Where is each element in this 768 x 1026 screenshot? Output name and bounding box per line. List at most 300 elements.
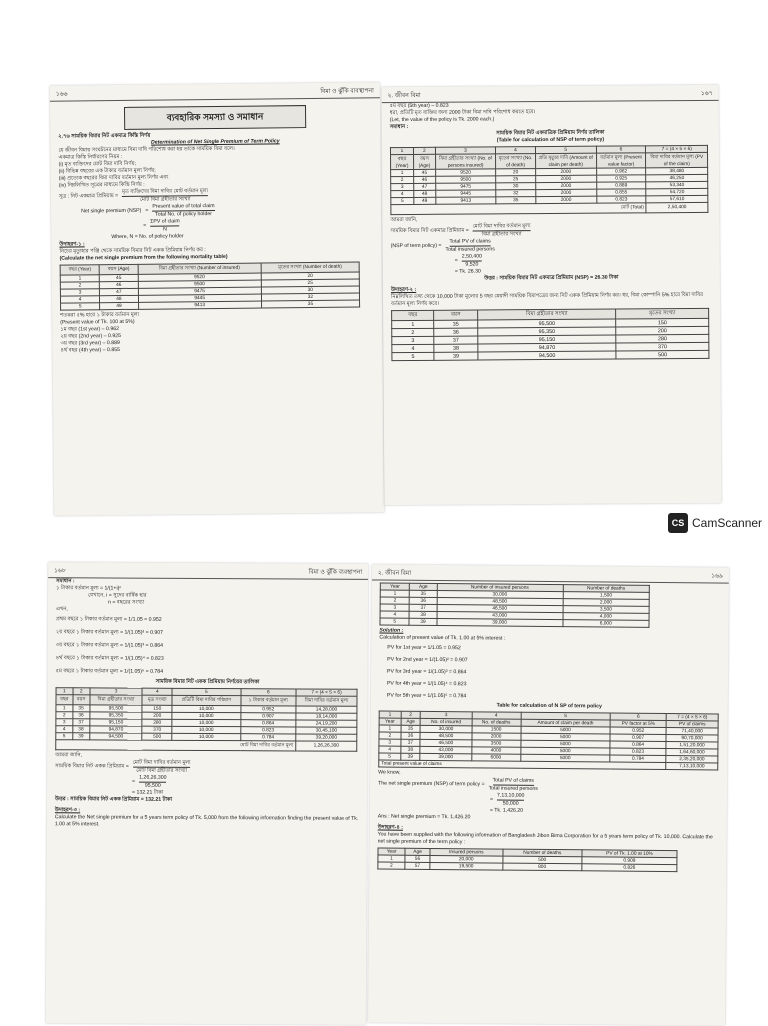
table-cell: 35 [496,197,536,204]
fraction [473,223,531,238]
table-cell: 4 [380,611,410,618]
table-cell: 0.909 [582,857,677,865]
table-cell: 57,610 [646,195,708,202]
pv-line: PV for 2nd year = 1/(1.05)² = 0.907 [387,656,468,664]
table-header: Insured persons [430,848,503,856]
table-cell: 1 [391,169,414,176]
table-cell: 2000 [535,175,596,182]
table-header: মৃতের সংখ্যা (No. of death) [496,154,536,169]
page-number: ১৬৯ [711,573,723,580]
step-item: (ii) বিভিন্ন বছরের এক টাকার বর্তমান মূল্য নির্ণয়; [58,167,156,175]
fraction [152,203,214,219]
section-box: ব্যবহারিক সমস্যা ও সমাধান [124,105,306,130]
table-cell: 36 [401,732,421,739]
table-header: মৃতের সংখ্যা [616,308,709,319]
formula-denominator: 9,520 [465,261,479,268]
table-cell: 5 [380,618,410,625]
total-value: 7,13,10,000 [666,763,718,770]
table-header: Year [378,848,405,855]
formula-numerator: মৃত ব্যক্তিদের বিমা দাবির মোট বর্তমান মূল্য [122,188,209,195]
table-cell: 0.962 [596,168,646,175]
table-cell: 9475 [436,183,496,190]
example-text: You have been supplied with the following information of Bangladesh Jibon Bima Corporation for a 5 years term policy of Tk. 10,000. Calculate the net single premium of the term policy : [377,831,713,846]
table-header: Number of deaths [563,585,650,593]
table-cell: 9413 [436,197,496,204]
table-cell: 150 [142,705,172,712]
table-cell: 30,000 [437,591,563,599]
table-cell: 56 [405,855,430,862]
note-line: ৩য় বছর (3rd year) – 0.889 [60,340,120,347]
fraction [445,238,494,253]
table-header: বছর [56,695,73,705]
formula-denominator: মোট বিমা গ্রহীতার সংখ্যা [139,196,191,203]
col-num: 3 [421,711,472,718]
nsp-table [390,145,708,215]
table-cell: 37 [72,719,89,726]
fraction [150,218,180,233]
table-title: সাময়িক বিমার নিট একক প্রিমিয়াম নির্ণয়ের তালিকা [155,678,260,686]
formula-numerator: Total PV of claims [492,777,534,784]
table-cell: 0.855 [596,189,646,196]
running-title: বিমা ও ঝুঁকি ব্যবস্থাপনা [308,569,363,576]
table-cell: 30 [261,286,359,294]
table-cell: 30,45,100 [296,727,357,734]
table-cell: 36 [72,712,89,719]
table-cell: 45 [100,274,138,281]
table-cell: 3 [379,739,401,746]
table-header: Year [379,718,401,725]
table-cell: 94,870 [478,343,616,352]
col-num: 5 [535,146,596,153]
table-cell: 2 [60,282,99,289]
table-header: বিমা দাবির বর্তমান মূল্য [296,696,357,706]
pv-line: ৩য় বছরে ১ টাকার বর্তমান মূল্য = 1/(1.05)³ = 0.864 [55,642,164,649]
nsp-denominator-2: N [163,226,167,233]
pv-where: যেখানে, i = সুদের বার্ষিক হার [88,592,147,599]
table-cell: 95,350 [478,327,616,336]
equals-sign: = [143,222,147,229]
table-cell: 48 [414,190,436,197]
example-text-en: (Calculate the net single premium from the following mortality table) [59,253,228,262]
table-cell: 5 [392,352,434,360]
table-header: বিমা গ্রহীতার সংখ্যা [90,695,143,705]
mortality-table [60,262,360,311]
table-cell: 38,480 [646,167,708,174]
table-cell: 4 [60,296,99,303]
table-header: বয়স (Age) [99,264,137,274]
table-cell: 0.864 [610,741,666,748]
table-total-row [391,202,708,214]
formula-denominator: 95,500 [144,782,161,789]
page-header [48,562,368,580]
example-title: উদাহরণ-১ : [59,241,85,248]
table-header: বয়স (Age) [413,154,435,169]
table-cell: 38 [434,344,478,352]
table-cell: 10,000 [172,712,240,719]
table-cell: 9500 [138,280,261,288]
table-title: সাময়িক বিমার নিট একমাত্রিক প্রিমিয়াম নির্ণয় তালিকা [496,129,605,137]
table-cell: 6,000 [563,620,650,628]
col-num: 4 [472,712,521,719]
running-title: ২. জীবন বিমা [377,570,411,577]
table-cell: 5000 [521,747,610,755]
table-header: Age [405,848,430,855]
table-header: PV factor at 5% [610,720,666,727]
formula-label: The net single premium (NSP) of term policy = [378,780,485,788]
table-cell: 1 [392,320,434,328]
table-cell: 500 [616,350,709,359]
formula-numerator: 2,50,400 [461,253,482,260]
table-row [378,862,677,872]
table-cell: 4,000 [563,613,650,621]
formula-numerator: 1,26,26,300 [139,774,167,781]
col-num: 4 [496,147,536,154]
formula-4: = Tk. 26.30 [454,268,481,275]
table-cell: 2 [378,862,405,869]
table-cell: 2 [380,597,410,604]
formula-1 [47,759,367,776]
table-cell: 9445 [138,294,261,302]
table-cell: 1500 [472,726,521,733]
table-cell: 10,000 [172,733,240,740]
intro-text: যে জীবন বিমায় সংঘটনের মাধ্যমে বিমা দাবি পরিশোধ করা হয় তাকে সাময়িক বিমা বলে। [58,145,235,154]
nsp-label: Net single premium (NSP) [81,207,142,215]
table-cell: 3 [56,719,73,726]
solution-label: সমাধান : [56,578,75,585]
table-cell: 10,000 [172,726,240,733]
equals-sign: = [489,796,494,803]
page-3 [46,562,368,1025]
table-cell: 3 [392,336,434,344]
pv-line: PV for 5th year = 1/(1.05)⁵ = 0.784 [386,692,467,700]
example-table [391,308,709,361]
col-num: 2 [73,688,90,695]
table-cell: 5000 [521,740,610,748]
step-item: (i) মৃত ব্যক্তিদের মোট বিমা দাবি নির্ণয়; [58,160,137,168]
table-cell: 2 [56,712,73,719]
formula-label: (NSP of term policy) = [390,242,442,250]
table-cell: 49 [100,302,138,309]
table-cell: 39 [400,753,420,760]
table-header: প্রতি মৃত্যুর দাবি (Amount of claim per death) [535,153,596,168]
total-value: 1,26,26,300 [296,741,357,751]
table-cell: 39,000 [437,619,563,627]
table-cell: 2000 [535,168,596,175]
formula-denominator: Total insured persons [445,246,495,253]
total-label: মোট বিমা দাবির বর্তমান মূল্য [56,740,296,751]
equals-sign: = [145,207,149,214]
table-cell: 0.823 [240,727,296,734]
table-total-row [56,740,357,752]
table-cell: 1,64,60,000 [666,749,718,756]
formula-denominator: মোট বিমা গ্রহীতার সংখ্যা [136,767,188,774]
table-cell: 200 [616,326,709,335]
table-cell: 1,500 [563,592,650,600]
table-cell: 18,14,000 [296,713,357,720]
col-num: 1 [379,711,401,718]
col-num: 6 [610,713,666,720]
table-cell: 46,500 [437,605,563,613]
table-cell: 32 [261,293,359,301]
table-cell: 35 [410,590,437,597]
table-cell: 95,150 [90,719,143,726]
table-cell: 2000 [536,182,597,189]
table-cell: 5 [391,197,414,204]
table-header: প্রতিটি বিমা দাবির পরিমাণ [172,695,240,705]
formula-denominator: 50,000 [502,800,519,807]
section-heading-en: Determination of Net Single Premium of Term Policy [150,138,280,146]
table-cell: 94,500 [89,733,142,740]
example-title: উদাহরণ-৩ : [54,807,81,814]
formula-numerator: মোট বিমা দাবির বর্তমান মূল্য [132,759,191,766]
camscanner-label: CamScanner [692,516,763,530]
table-cell: 0.907 [610,734,666,741]
table-header: বর্তমান মূল্য (Present value factor) [596,153,646,168]
now-line: এখন, [55,606,68,613]
example-text: নিচের মৃত্যুহার পঞ্জি থেকে সাময়িক বিমার নিট একক প্রিমিয়াম নির্ণয় কর : [59,247,206,255]
table-cell: 48 [100,295,138,302]
col-num: 5 [172,688,240,695]
table-cell: 37 [400,739,420,746]
table-cell: 39 [72,733,89,740]
table-cell: 0.925 [596,175,646,182]
table-cell: 35 [401,725,421,732]
table-cell: 53,340 [646,181,708,188]
know-line: আমরা জানি, [390,216,418,224]
table-cell: 0.784 [240,734,296,741]
table-cell: 90,70,000 [666,735,718,742]
table-cell: 6000 [471,754,520,761]
table-cell: 35 [261,300,359,308]
table-row [380,618,649,627]
table-cell: 30,000 [420,725,471,732]
fraction [133,760,191,775]
table-row [392,350,709,360]
table-cell: 9445 [436,190,496,197]
note-line: ২য় বছর (2nd year) – 0.925 [60,333,122,340]
table-cell: 4 [56,726,73,733]
table-cell: 48,500 [420,732,471,739]
page-2 [382,85,722,505]
formula-label: সূত্র : নিট একমাত্র প্রিমিয়াম = [58,193,119,200]
page-number: ১৬৬ [55,91,68,98]
table-cell: 4000 [471,747,520,754]
table-cell: 0.823 [596,196,646,203]
table-cell: 0.889 [596,182,646,189]
table-cell: 95,500 [478,319,616,328]
table-cell: 38 [72,726,89,733]
table-cell: 35 [73,705,90,712]
table-cell: 4 [392,344,434,352]
table-header: বিমা গ্রহীতার সংখ্যা (No. of persons insured) [435,154,495,169]
col-num: 4 [142,688,172,695]
table-cell: 46,500 [420,739,471,746]
table-cell: 280 [142,719,172,726]
formula-2 [47,774,367,791]
table-cell: 5000 [520,754,609,762]
table-cell: 1 [379,725,401,732]
note-line: (Present value of Tk. 100 at 5%) [60,318,135,326]
col-num: 7 = (4 × 5 × 6) [646,145,708,152]
col-num: 7 = (4 × 5 × 6) [666,714,718,721]
col-num: 5 [521,712,610,720]
step-item: (iv) নিম্নলিখিত সূত্রের মাধ্যমে কিস্তি নির্ণয় : [58,181,145,189]
table-header: ১ টাকার বর্তমান মূল্য [240,696,296,706]
table-cell: 46,250 [646,174,708,181]
col-num: 2 [413,147,435,154]
pv-formula: ১ টাকার বর্তমান মূল্য = 1/(1+i)ⁿ [56,585,122,592]
pv-line: প্রথম বছরে ১ টাকার বর্তমান মূল্য = 1/1.05 = 0.952 [55,616,162,623]
note-line: শতকরা ৫% হারে ১ টাকার বর্তমান মূল্য [60,311,140,319]
table-cell: 2000 [471,733,520,740]
col-num: 6 [596,146,646,153]
example-text: নিম্নলিখিত তথ্য থেকে 10,000 টাকা মূল্যের 5 বছর মেয়াদী সাময়িক বিমাপত্রের জন্য নিট একক প্রিমিয়াম নির্ণয় কর। ধর, বিমা কোম্পানি 5% হারে বিমা দাবির বর্তমান মূল্য নির্ণয় করে। [390,291,704,308]
example-table [377,848,677,873]
table-cell: 36 [434,328,478,336]
table-cell: 3500 [471,740,520,747]
example-title: উদাহরণ-৪ : [377,824,403,831]
table-cell: 10,000 [172,705,240,712]
table-cell: 20,000 [430,855,503,863]
table-cell: 95,500 [90,705,143,712]
example-text: Calculate the Net single premium for a 5 years term policy of Tk. 5,000 from the following information finding the present value of Tk. 1.00 at 5% interest. [54,814,359,828]
pv-line: ৫ম বছরে ১ টাকার বর্তমান মূল্য = 1/(1.05)⁵ = 0.784 [55,668,164,675]
steps-title: একমাত্র কিস্তি নির্ধারণের নিয়ম : [58,153,123,161]
table-header: বিমা গ্রহীতার সংখ্যা [478,309,616,320]
answer-line: উত্তর : সাময়িক বিমার নিট একক প্রিমিয়াম = 132.21 টাকা [54,796,173,803]
formula-3: = Tk. 1,426.20 [489,807,524,814]
pv-where: n = বছরের সংখ্যা [107,599,145,606]
solution-label: Solution : [379,627,404,634]
camscanner-logo: CS [668,513,688,533]
total-value: 2,50,400 [646,202,708,212]
table-cell: 1 [60,275,99,282]
table-header: Year [380,583,410,590]
table-cell: 71,40,000 [666,728,718,735]
table-cell: 48,500 [437,598,563,606]
table-cell: 2,000 [563,599,650,607]
table-header: No. of insured [420,718,471,725]
top-line: ধরা, প্রতিটি মৃত ব্যক্তির জন্য 2000 টাকা বিমা দাবি পরিশোধ করতে হবে। [389,109,536,117]
fraction [139,775,166,790]
col-num: 3 [435,147,495,154]
table-cell: 95,350 [90,712,143,719]
page-number: ১৬৭ [700,90,713,97]
table-cell: 37 [434,336,478,344]
table-cell: 4 [391,190,414,197]
table-cell: 38 [400,746,420,753]
top-line: ৫ম বছর (5th year) – 0.823 [389,102,449,110]
pv-line: ৪র্থ বছরে ১ টাকার বর্তমান মূল্য = 1/(1.05)⁴ = 0.823 [55,655,164,662]
page-4 [368,564,729,1025]
table-cell: 45 [413,169,435,176]
col-num: 1 [390,147,413,154]
table-cell: 500 [502,856,581,864]
table-cell: 2 [391,176,414,183]
formula-numerator: মোট বিমা দাবির বর্তমান মূল্য [472,223,531,230]
section-heading: ২.৭৬ সাময়িক বিমার নিট একমাত্র কিস্তি নির্ণয় [58,132,151,140]
nsp-numerator: Present value of total claim [152,203,215,210]
col-num: 3 [90,688,143,695]
data-table [379,583,649,628]
table-cell: 1,51,20,000 [666,742,718,749]
pv-line: ২য় বছরে ১ টাকার বর্তমান মূল্য = 1/(1.05)² = 0.907 [55,629,164,636]
table-cell: 2 [379,732,401,739]
table-cell: 30 [496,183,536,190]
table-cell: 2,35,20,000 [666,756,718,763]
table-cell: 9520 [435,169,495,176]
table-cell: 35 [434,320,478,328]
solution-label: সমাধান : [389,123,409,131]
table-cell: 9520 [138,273,261,281]
camscanner-watermark [668,513,762,533]
table-cell: 4 [379,746,401,753]
formula-denominator: Total insured persons [488,785,538,792]
table-cell: 0.864 [240,720,296,727]
running-title: ২. জীবন বিমা [387,92,421,100]
table-cell: 37 [410,604,437,611]
table-header: বিমা গ্রহীতার সংখ্যা (Number of insured) [138,263,261,274]
fraction [462,253,482,268]
table-header: বয়স [73,695,90,705]
table-cell: 2 [392,328,434,336]
nsp-denominator: Total No. of policy holder [155,211,212,218]
table-cell: 500 [142,733,172,740]
table-cell: 39 [409,618,436,625]
table-cell: 370 [142,726,172,733]
table-header: Age [410,583,437,590]
table-cell: 14,28,000 [296,706,357,713]
running-title: বিমা ও ঝুঁকি ব্যবস্থাপনা [320,88,374,95]
page-1 [50,82,384,515]
table-cell: 94,500 [478,351,616,360]
table-cell: 49 [414,197,436,204]
table-cell: 5000 [521,733,610,741]
page-header [372,564,729,583]
page-header [50,82,380,101]
table-cell: 3,500 [563,606,650,614]
table-cell: 19,500 [430,862,503,870]
step-item: (iii) প্রত্যেক বছরের বিমা দাবির বর্তমান মূল্য নির্ণয় এবং [58,174,169,182]
table-cell: 54,720 [646,188,708,195]
nsp-table [378,711,718,771]
formula-label: সাময়িক বিমার নিট একমাত্র প্রিমিয়াম = [390,227,469,235]
pv-line: PV for 4th year = 1/(1.05)⁴ = 0.823 [386,680,467,688]
table-cell: 5 [61,303,100,310]
table-header: Age [401,718,421,725]
table-cell: 47 [100,288,138,295]
fraction [489,777,538,792]
table-header: বছর (Year) [391,154,414,169]
formula-numerator: Total PV of claims [449,238,491,245]
page-number: ১৬৮ [54,568,66,575]
table-cell: 9475 [138,287,261,295]
table-cell: 370 [616,342,709,351]
nsp-numerator-2: ΣPV of claim [150,218,180,225]
top-line: (Let, the value of the policy is Tk. 2000 each.) [389,116,495,124]
table-cell: 24,19,200 [296,720,357,727]
table-header: PV of claims [666,721,718,728]
table-cell: 39 [434,352,478,360]
answer-line: উত্তর : সাময়িক বিমার নিট একমাত্র প্রিমিয়াম (NSP) = 26.30 টাকা [484,274,619,282]
table-cell: 3 [380,604,410,611]
formula-numerator: 7,13,10,000 [496,792,525,799]
table-title-en: (Table for calculation of NSP of term policy) [496,136,605,144]
table-cell: 0.952 [610,727,666,734]
table-cell: 20 [261,272,359,280]
table-header: বিমা দাবির বর্তমান মূল্য (PV of the claim) [646,152,708,167]
table-cell: 3 [60,289,99,296]
